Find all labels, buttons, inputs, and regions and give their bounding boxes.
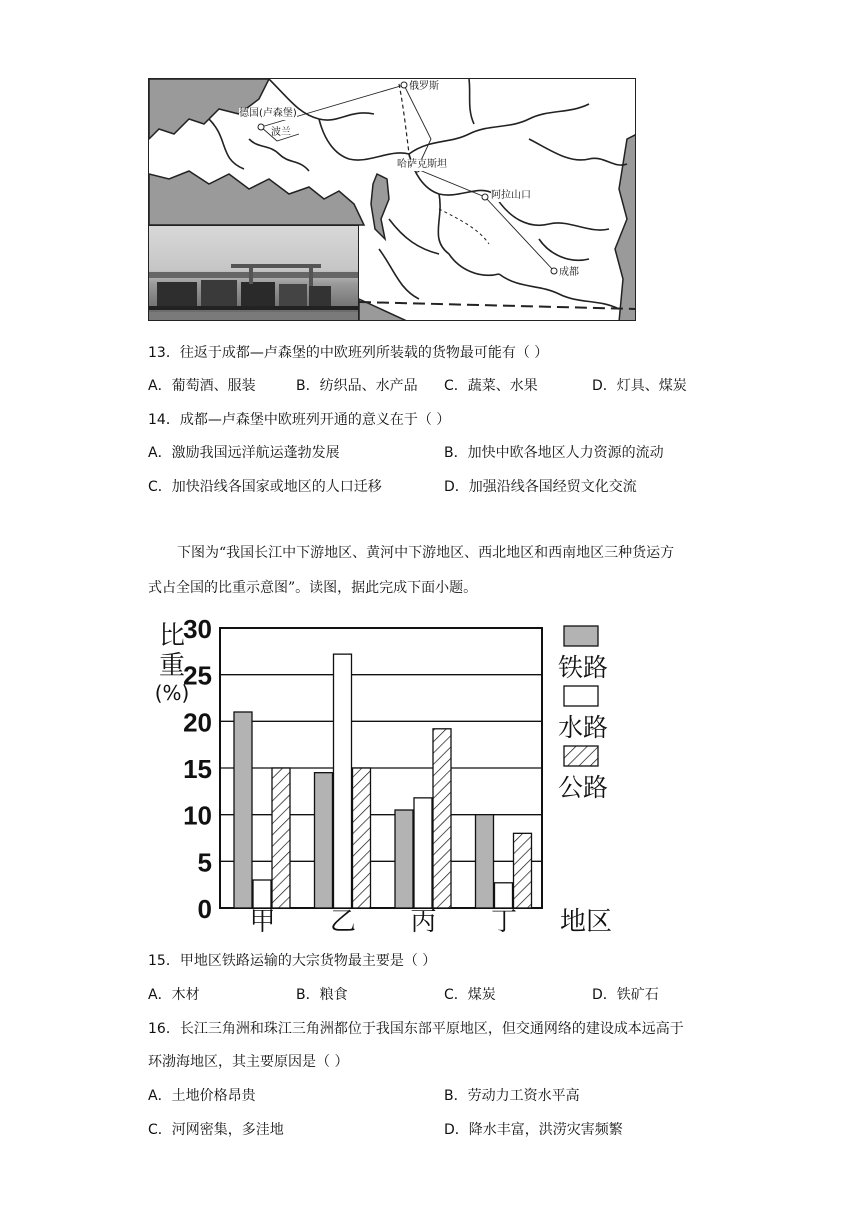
question-16-stem-line-1: 16．长江三角洲和珠江三角洲都位于我国东部平原地区，但交通网络的建设成本远高于 [148,1021,684,1037]
q16-option-c[interactable]: C．河网密集，多洼地 [148,1122,284,1138]
y-tick-label: 20 [183,707,212,738]
q16-option-a[interactable]: A．土地价格昂贵 [148,1088,256,1104]
intro-line-1: 下图为“我国长江中下游地区、黄河中下游地区、西北地区和西南地区三种货运方 [177,545,675,561]
y-tick-label: 5 [197,847,212,878]
map-label-chengdu: 成都 [559,267,579,278]
map-label-germany: 德国(卢森堡) [239,108,297,119]
y-axis-label: (%) [154,681,190,705]
q16-option-b[interactable]: B．劳动力工资水平高 [444,1088,580,1104]
freight-share-chart [148,608,618,938]
bar-乙-铁路 [315,773,333,908]
q14-option-c[interactable]: C．加快沿线各国家或地区的人口迁移 [148,479,382,495]
q13-option-a[interactable]: A．葡萄酒、服装 [148,378,256,394]
legend-label: 水路 [558,713,609,742]
bar-丙-铁路 [395,810,413,908]
y-tick-label: 0 [197,894,212,924]
bar-丁-铁路 [476,815,494,908]
map-label-poland: 波兰 [271,127,291,138]
bar-甲-水路 [253,880,271,908]
y-axis-label: 重 [158,651,186,681]
map-label-alashankou: 阿拉山口 [491,190,531,201]
bar-丁-水路 [495,883,513,908]
q13-option-c[interactable]: C．蔬菜、水果 [444,378,538,394]
bar-甲-铁路 [234,712,252,908]
q16-option-d[interactable]: D．降水丰富，洪涝灾害频繁 [444,1122,623,1138]
x-axis-label: 地区 [560,907,613,937]
q15-option-a[interactable]: A．木材 [148,987,200,1003]
legend-swatch-水路 [564,686,598,706]
x-category-label: 丁 [490,907,518,937]
map-label-russia: 俄罗斯 [409,81,439,92]
y-tick-label: 10 [183,800,212,831]
bar-甲-公路 [272,768,290,908]
question-13-stem: 13．往返于成都—卢森堡的中欧班列所装载的货物最可能有（ ） [148,345,549,361]
question-15-stem: 15．甲地区铁路运输的大宗货物最主要是（ ） [148,953,437,969]
y-axis-label: 比 [158,621,186,651]
bar-丙-水路 [414,798,432,908]
map-label-kazakhstan: 哈萨克斯坦 [397,159,447,170]
bar-乙-水路 [334,654,352,908]
q14-option-d[interactable]: D．加强沿线各国经贸文化交流 [444,479,637,495]
legend-label: 铁路 [558,653,609,682]
bar-丙-公路 [433,729,451,908]
q13-option-b[interactable]: B．纺织品、水产品 [296,378,418,394]
question-14-stem: 14．成都—卢森堡中欧班列开通的意义在于（ ） [148,412,451,428]
q14-option-b[interactable]: B．加快中欧各地区人力资源的流动 [444,445,664,461]
x-category-label: 丙 [410,907,437,937]
q13-option-d[interactable]: D．灯具、煤炭 [592,378,687,394]
q15-option-b[interactable]: B．粮食 [296,987,348,1003]
bar-乙-公路 [353,768,371,908]
legend-swatch-铁路 [564,626,598,646]
x-category-label: 甲 [249,907,276,937]
chart-svg [148,608,618,938]
y-tick-label: 15 [183,754,212,784]
bar-丁-公路 [514,833,532,908]
y-tick-label: 25 [183,660,212,691]
q14-option-a[interactable]: A．激励我国远洋航运蓬勃发展 [148,445,340,461]
q15-option-c[interactable]: C．煤炭 [444,987,496,1003]
route-map [148,78,636,321]
x-category-label: 乙 [329,907,357,937]
q15-option-d[interactable]: D．铁矿石 [592,987,659,1003]
question-16-stem-line-2: 环渤海地区，其主要原因是（ ） [148,1054,349,1070]
legend-label: 公路 [558,773,609,802]
intro-line-2: 式占全国的比重示意图”。读图，据此完成下面小题。 [148,580,478,596]
y-tick-label: 30 [183,614,212,644]
legend-swatch-公路 [564,746,598,766]
freight-train-photo [149,225,359,321]
